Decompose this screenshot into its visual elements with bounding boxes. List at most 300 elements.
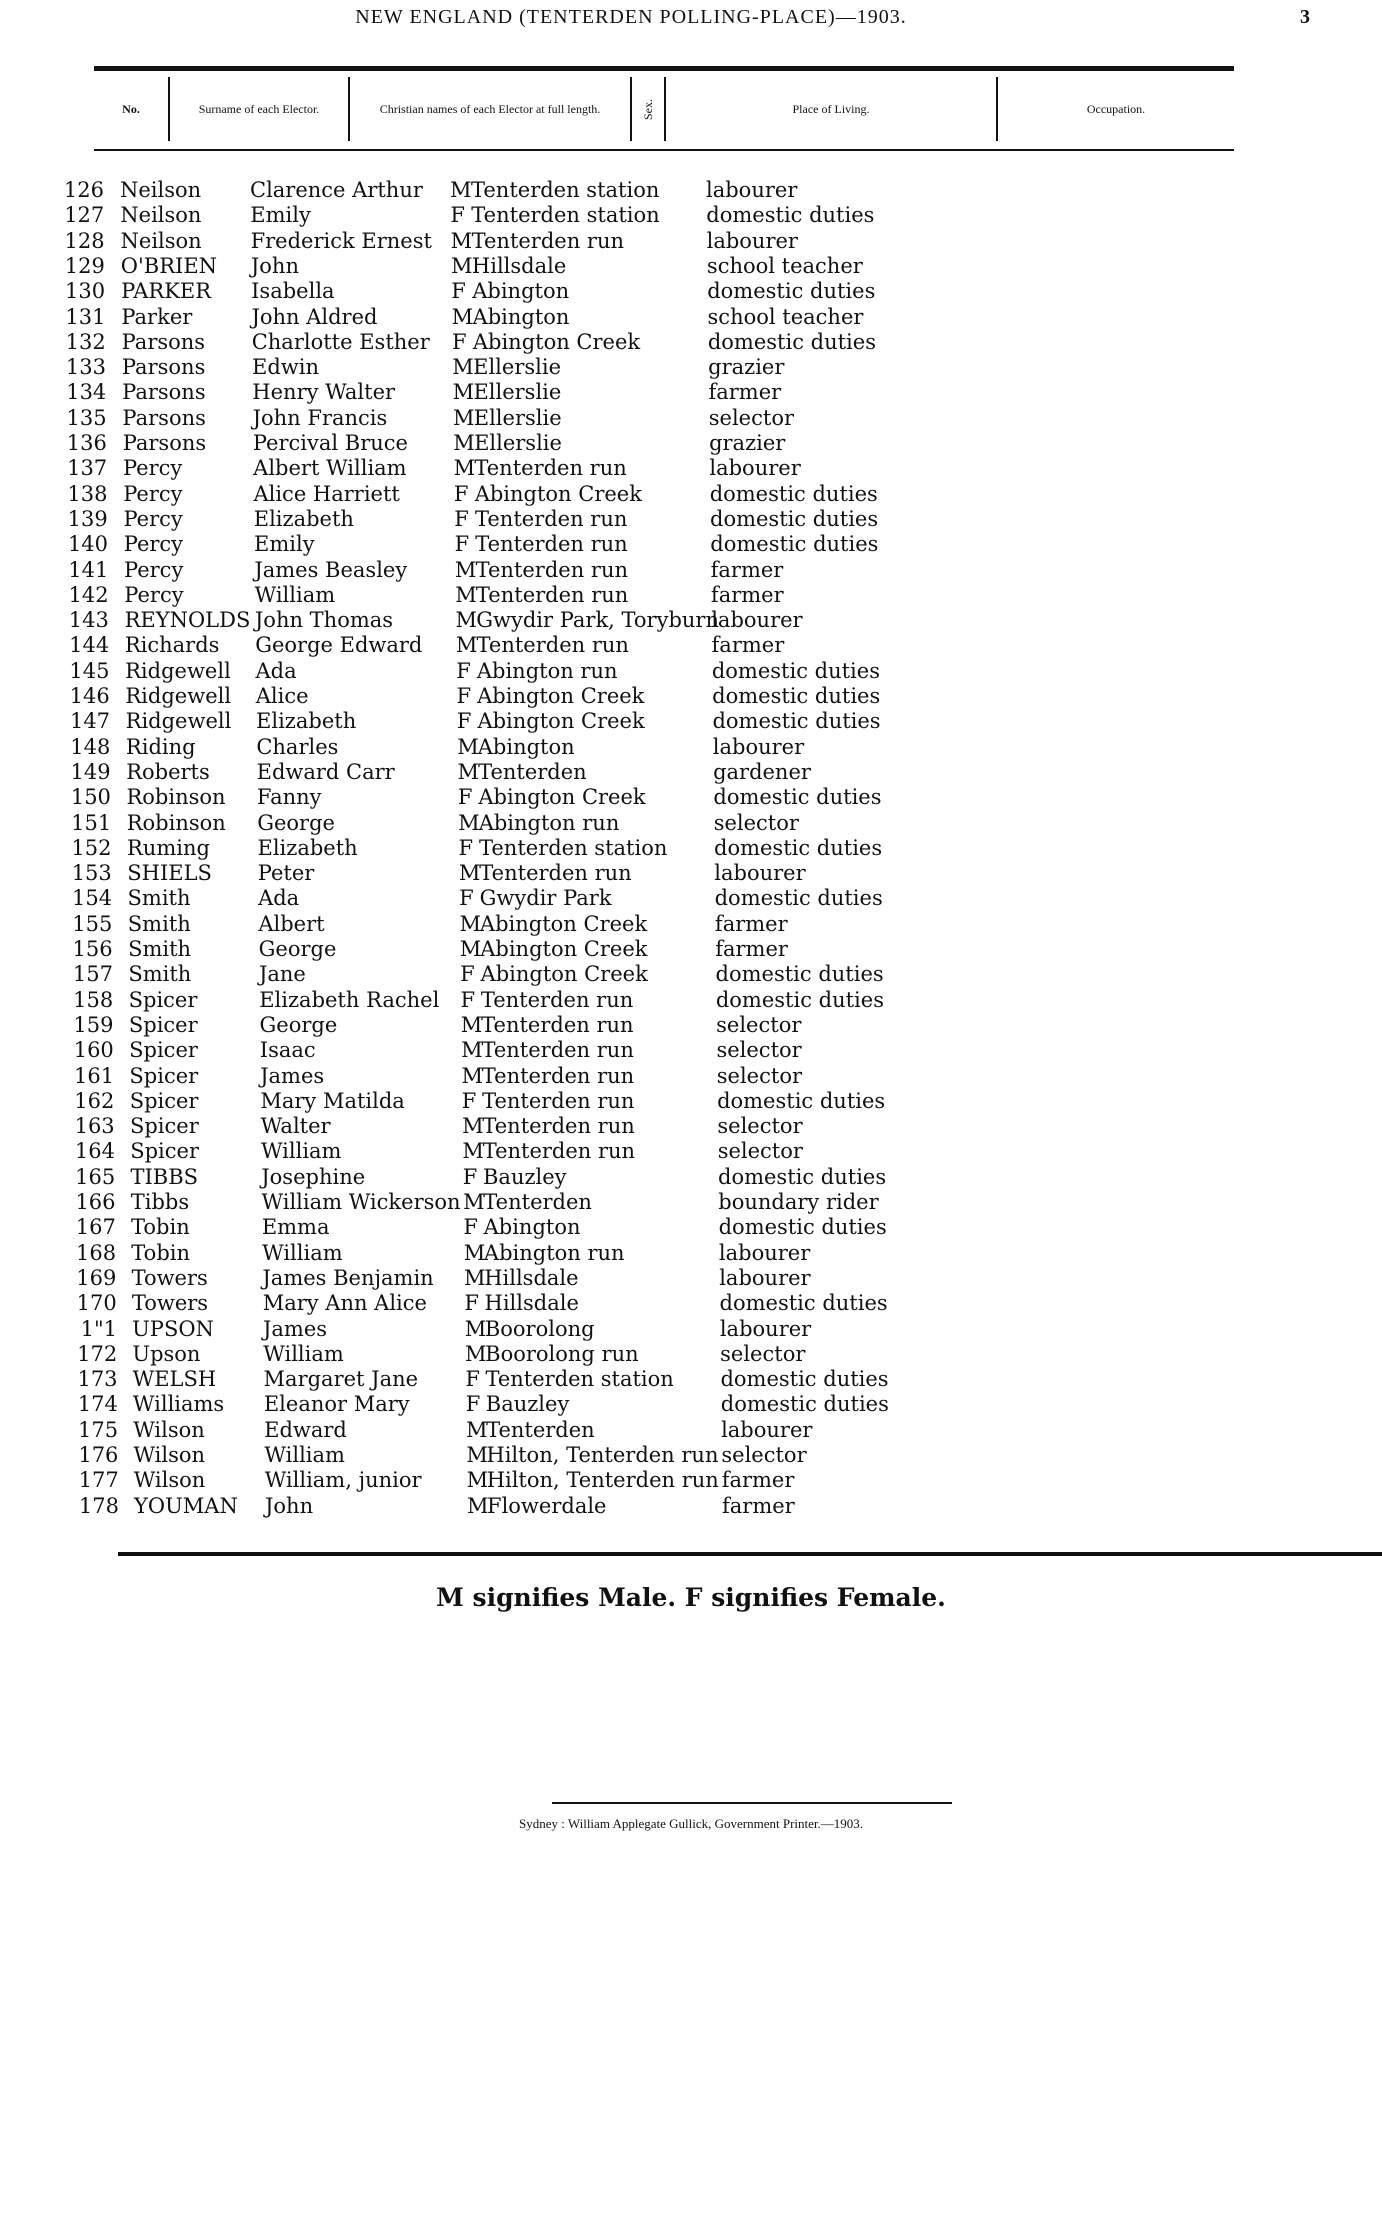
cell-surname: Spicer [129,1063,199,1088]
cell-surname: Neilson [120,203,202,228]
cell-sex: M [460,1012,483,1037]
cell-place-of-living: Tenterden [478,759,587,784]
cell-surname: Wilson [133,1443,206,1467]
cell-occupation: domestic duties [719,1291,888,1316]
cell-occupation: labourer [718,1240,811,1265]
cell-christian-names: William [264,1443,345,1467]
cell-place-of-living: Tenterden run [481,1063,635,1088]
cell-sex: M [461,1063,483,1088]
cell-surname: Ruming [127,835,210,860]
cell-sex: M [450,178,472,202]
header-christian-names: Christian names of each Elector at full length. [348,77,630,141]
cell-no: 174 [77,1392,118,1417]
cell-sex: F [463,1215,478,1240]
cell-occupation: domestic duties [709,481,878,506]
cell-surname: Parsons [122,380,206,405]
cell-sex: M [452,380,475,405]
cell-surname: Percy [123,532,184,557]
cell-surname: O'BRIEN [120,253,218,278]
cell-occupation: domestic duties [717,1088,886,1113]
cell-occupation: grazier [709,431,786,455]
cell-sex: M [450,253,473,278]
cell-surname: PARKER [121,279,212,304]
cell-occupation: farmer [711,633,785,658]
cell-surname: Tibbs [130,1190,190,1214]
cell-sex: F [462,1164,478,1189]
cell-occupation: selector [713,810,799,835]
cell-occupation: domestic duties [714,835,883,860]
cell-occupation: domestic duties [720,1367,889,1392]
cell-no: 178 [78,1493,119,1518]
cell-surname: Parsons [122,431,207,455]
cell-place-of-living: Gwydir Park, Toryburn [476,608,719,633]
cell-occupation: domestic duties [710,532,879,557]
cell-surname: Roberts [126,759,210,784]
cell-surname: Ridgewell [125,658,231,683]
cell-no: 163 [74,1114,115,1139]
cell-no: 147 [69,709,111,734]
cell-no: 126 [63,178,104,202]
cell-christian-names: Edwin [252,355,320,380]
cell-christian-names: Mary Ann Alice [262,1291,427,1316]
cell-sex: F [464,1291,479,1316]
cell-christian-names: Albert [258,911,325,936]
page-title: NEW ENGLAND (TENTERDEN POLLING-PLACE)—1903. [355,6,907,28]
cell-no: 129 [64,253,105,278]
cell-place-of-living: Ellerslie [473,405,562,430]
cell-christian-names: John Thomas [254,608,394,633]
cell-place-of-living: Tenterden station [471,178,660,202]
cell-sex: M [452,355,474,380]
cell-christian-names: Emily [254,532,315,557]
cell-christian-names: Elizabeth [253,506,354,531]
cell-sex: F [456,658,471,683]
cell-no: 159 [73,1012,114,1037]
cell-occupation: domestic duties [715,987,884,1012]
header-no: No. [122,101,140,116]
cell-surname: Parker [121,304,193,329]
cell-surname: Spicer [128,987,198,1012]
cell-occupation: domestic duties [706,203,875,228]
cell-surname: Smith [128,937,192,961]
cell-occupation: selector [716,1038,802,1063]
cell-sex: F [459,886,474,911]
cell-surname: Richards [124,633,220,658]
cell-surname: SHIELS [127,861,212,886]
cell-christian-names: William [254,582,336,607]
cell-sex: M [467,1493,489,1518]
cell-sex: F [460,962,475,987]
cell-sex: M [459,937,482,961]
cell-place-of-living: Tenterden station [471,203,660,228]
cell-place-of-living: Tenterden run [474,456,627,481]
cell-no: 170 [76,1291,117,1316]
cell-surname: Neilson [120,178,202,202]
cell-no: 151 [71,810,112,835]
cell-no: 173 [77,1367,118,1392]
cell-christian-names: William, junior [264,1468,422,1493]
cell-no: 169 [76,1265,117,1290]
cell-occupation: selector [721,1443,807,1467]
cell-sex: M [462,1139,484,1164]
cell-sex: F [454,532,470,557]
cell-christian-names: Albert William [253,456,407,481]
cell-christian-names: Isaac [259,1038,316,1063]
cell-occupation: labourer [719,1316,812,1341]
cell-christian-names: Elizabeth [256,709,357,734]
cell-no: 155 [72,911,113,936]
cell-place-of-living: Abington Creek [472,329,641,354]
cell-no: 134 [66,380,107,405]
cell-occupation: farmer [722,1493,795,1518]
cell-surname: REYNOLDS [124,608,251,633]
cell-no: 132 [65,329,106,354]
cell-occupation: domestic duties [715,962,884,987]
cell-occupation: domestic duties [720,1392,889,1417]
cell-place-of-living: Tenterden run [482,1139,636,1164]
cell-occupation: gardener [713,759,811,784]
printer-rule [552,1802,952,1804]
cell-christian-names: George Edward [255,633,423,658]
cell-occupation: school teacher [707,304,864,329]
cell-sex: M [453,456,476,481]
printer-imprint: Sydney : William Applegate Gullick, Government Printer.—1903. [518,1816,864,1831]
cell-sex: M [458,810,480,835]
cell-surname: Neilson [120,228,202,253]
cell-surname: Ridgewell [125,684,232,708]
cell-christian-names: Charles [256,734,339,759]
cell-christian-names: Ada [255,658,297,683]
cell-surname: Parsons [121,355,206,380]
cell-sex: F [458,835,474,860]
cell-surname: WELSH [132,1367,217,1392]
header-sex-label: Sex. [640,98,655,120]
cell-surname: Percy [122,456,183,481]
cell-christian-names: Margaret Jane [263,1367,419,1392]
cell-no: 137 [67,456,108,481]
cell-surname: UPSON [132,1316,214,1341]
cell-place-of-living: Tenterden run [475,557,629,582]
cell-sex: M [450,228,473,253]
cell-occupation: labourer [711,608,803,633]
cell-surname: Tobin [131,1240,191,1265]
cell-christian-names: Henry Walter [252,380,396,405]
cell-sex: M [463,1190,485,1214]
cell-christian-names: Walter [260,1114,331,1139]
header-occupation: Occupation. [996,77,1234,141]
cell-sex: M [463,1240,486,1265]
cell-sex: M [455,633,478,658]
cell-sex: F [465,1392,481,1417]
cell-surname: Smith [128,962,192,987]
cell-no: 142 [68,582,109,607]
cell-no: 162 [74,1088,115,1113]
cell-no: 146 [69,684,110,708]
cell-surname: Tobin [131,1215,190,1240]
cell-place-of-living: Tenterden run [476,633,629,658]
cell-no: 165 [75,1164,116,1189]
cell-occupation: domestic duties [712,684,881,708]
cell-surname: TIBBS [130,1164,199,1189]
cell-no: 168 [76,1240,117,1265]
cell-sex: M [465,1341,487,1366]
cell-no: 167 [75,1215,116,1240]
cell-sex: M [464,1316,487,1341]
cell-place-of-living: Abington Creek [479,911,648,936]
cell-christian-names: William [262,1240,343,1265]
table-header [94,66,1234,151]
cell-christian-names: Jane [258,962,306,987]
cell-occupation: domestic duties [710,506,879,531]
cell-christian-names: Isabella [251,279,335,304]
cell-christian-names: George [258,937,337,961]
cell-place-of-living: Abington run [476,658,618,683]
cell-surname: Robinson [126,810,226,835]
cell-surname: Percy [124,557,184,582]
cell-surname: Upson [132,1341,201,1366]
cell-place-of-living: Abington run [478,810,620,835]
cell-occupation: selector [717,1114,803,1139]
cell-no: 140 [67,532,109,557]
cell-no: 136 [66,431,107,455]
cell-no: 128 [64,228,105,253]
cell-place-of-living: Tenterden run [481,1012,634,1037]
cell-occupation: domestic duties [707,329,876,354]
cell-christian-names: Clarence Arthur [250,178,423,202]
cell-no: 164 [74,1139,115,1164]
cell-no: 158 [73,987,114,1012]
cell-surname: Towers [131,1265,208,1290]
cell-occupation: labourer [712,734,805,759]
cell-place-of-living: Hillsdale [484,1265,579,1290]
page-number: 3 [1300,6,1310,28]
cell-sex: F [456,684,472,708]
cell-christian-names: Alice [255,684,309,708]
cell-christian-names: John [265,1493,314,1518]
cell-christian-names: George [259,1012,338,1037]
cell-occupation: selector [716,1063,802,1088]
cell-no: 133 [65,355,107,380]
cell-place-of-living: Ellerslie [474,431,562,455]
cell-place-of-living: Abington Creek [480,962,648,987]
bottom-rule [118,1552,1382,1556]
cell-no: 139 [67,506,108,531]
cell-no: 1"1 [80,1316,117,1341]
cell-place-of-living: Hilton, Tenterden run [486,1468,719,1493]
cell-surname: Spicer [128,1012,198,1037]
cell-place-of-living: Tenterden run [475,582,629,607]
cell-sex: M [466,1468,489,1493]
cell-sex: M [455,608,478,633]
cell-no: 175 [78,1417,119,1442]
cell-no: 141 [68,557,109,582]
cell-occupation: labourer [706,178,798,202]
cell-sex: F [460,987,476,1012]
cell-no: 138 [67,481,108,506]
cell-no: 152 [71,835,112,860]
cell-christian-names: James [260,1063,325,1088]
cell-occupation: domestic duties [714,886,883,911]
cell-place-of-living: Hillsdale [471,253,567,278]
cell-sex: M [452,405,475,430]
cell-place-of-living: Tenterden station [479,835,668,860]
cell-no: 148 [70,734,111,759]
cell-place-of-living: Tenterden run [481,1038,634,1063]
cell-sex: F [456,709,472,734]
cell-christian-names: William Wickerson [261,1190,461,1214]
cell-sex: F [457,785,473,810]
cell-occupation: domestic duties [711,658,880,683]
cell-surname: Spicer [129,1088,199,1113]
cell-place-of-living: Boorolong run [485,1341,639,1366]
sex-legend: M signifies Male. F signifies Female. [436,1583,946,1612]
cell-no: 135 [66,405,107,430]
cell-no: 149 [70,759,111,784]
cell-place-of-living: Bauzley [485,1392,570,1417]
cell-christian-names: James [262,1316,328,1341]
cell-place-of-living: Tenterden [483,1190,592,1214]
cell-no: 153 [71,861,112,886]
cell-sex: F [454,506,469,531]
cell-place-of-living: Ellerslie [473,380,562,405]
cell-place-of-living: Tenterden [486,1417,595,1442]
cell-christian-names: John Francis [252,405,388,430]
cell-christian-names: Josephine [261,1164,366,1189]
cell-sex: M [459,911,481,936]
cell-place-of-living: Gwydir Park [479,886,612,911]
cell-no: 143 [68,608,109,633]
cell-place-of-living: Tenterden run [482,1088,635,1113]
cell-place-of-living: Tenterden station [485,1367,674,1392]
cell-christian-names: George [257,810,335,835]
cell-no: 157 [72,962,113,987]
cell-occupation: labourer [714,861,806,886]
cell-occupation: farmer [721,1468,795,1493]
cell-sex: F [465,1367,480,1392]
cell-place-of-living: Abington Creek [477,709,645,734]
cell-christian-names: Charlotte Esther [251,329,430,354]
cell-occupation: domestic duties [718,1215,887,1240]
cell-occupation: boundary rider [718,1190,879,1214]
cell-occupation: domestic duties [707,279,876,304]
cell-christian-names: Edward [264,1417,347,1442]
cell-place-of-living: Boorolong [484,1316,595,1341]
cell-sex: M [461,1038,483,1063]
cell-christian-names: Edward Carr [256,759,395,784]
cell-occupation: farmer [708,380,782,405]
cell-occupation: farmer [714,911,788,936]
cell-sex: F [450,203,465,228]
header-sex [630,77,664,141]
cell-christian-names: Elizabeth Rachel [259,987,440,1012]
cell-place-of-living: Flowerdale [487,1493,607,1518]
cell-surname: Parsons [122,405,206,430]
cell-surname: Ridgewell [125,709,232,734]
cell-occupation: domestic duties [718,1164,887,1189]
cell-christian-names: Emily [250,203,311,228]
cell-christian-names: William [263,1341,344,1366]
cell-christian-names: Percival Bruce [252,431,408,455]
cell-occupation: grazier [708,355,785,380]
cell-place-of-living: Hilton, Tenterden run [486,1443,719,1467]
cell-christian-names: Alice Harriett [253,481,400,506]
cell-place-of-living: Tenterden run [480,987,634,1012]
cell-sex: M [453,431,475,455]
cell-place-of-living: Abington Creek [480,937,648,961]
cell-place-of-living: Tenterden run [475,532,628,557]
cell-place-of-living: Abington run [483,1240,625,1265]
cell-sex: M [455,582,477,607]
cell-surname: Parsons [121,329,206,354]
cell-no: 130 [65,279,106,304]
cell-occupation: labourer [706,228,798,253]
cell-surname: Percy [123,506,183,531]
cell-surname: Spicer [129,1114,199,1139]
cell-christian-names: Elizabeth [257,835,358,860]
cell-place-of-living: Tenterden run [471,228,625,253]
cell-christian-names: Fanny [256,785,322,810]
cell-christian-names: Eleanor Mary [263,1392,410,1417]
cell-no: 160 [73,1038,114,1063]
cell-no: 127 [64,203,105,228]
cell-surname: Robinson [126,785,226,810]
cell-occupation: farmer [710,582,784,607]
cell-no: 166 [75,1190,116,1214]
cell-place-of-living: Abington Creek [477,684,645,708]
cell-surname: Percy [123,481,183,506]
cell-surname: Spicer [129,1038,198,1063]
cell-occupation: domestic duties [712,709,881,734]
cell-place-of-living: Abington [472,304,570,329]
cell-sex: M [457,734,479,759]
cell-surname: YOUMAN [134,1493,238,1518]
cell-occupation: labourer [709,456,801,481]
header-surname: Surname of each Elector. [168,77,348,141]
cell-sex: M [464,1265,486,1290]
cell-sex: M [466,1443,488,1467]
cell-occupation: selector [717,1139,803,1164]
cell-no: 144 [69,633,110,658]
cell-no: 176 [78,1443,119,1467]
cell-no: 172 [77,1341,118,1366]
cell-occupation: selector [716,1012,802,1037]
cell-surname: Riding [125,734,196,759]
cell-sex: F [453,481,469,506]
cell-no: 150 [70,785,111,810]
cell-sex: F [461,1088,477,1113]
cell-christian-names: Ada [258,886,300,911]
cell-surname: Smith [127,886,191,911]
cell-surname: Williams [132,1392,225,1417]
cell-occupation: domestic duties [713,785,882,810]
cell-sex: F [451,329,467,354]
cell-christian-names: John Aldred [251,304,378,329]
cell-christian-names: Frederick Ernest [250,228,432,253]
cell-place-of-living: Abington Creek [474,481,642,506]
cell-occupation: labourer [721,1417,813,1442]
cell-sex: M [462,1114,484,1139]
cell-surname: Towers [131,1291,209,1316]
cell-christian-names: Peter [257,861,315,886]
cell-place-of-living: Abington [483,1215,581,1240]
cell-occupation: selector [708,405,794,430]
cell-christian-names: James Benjamin [262,1265,434,1290]
cell-sex: F [451,279,466,304]
cell-place-of-living: Abington [477,734,575,759]
cell-christian-names: John [250,253,299,278]
cell-sex: M [451,304,474,329]
cell-no: 131 [65,304,106,329]
